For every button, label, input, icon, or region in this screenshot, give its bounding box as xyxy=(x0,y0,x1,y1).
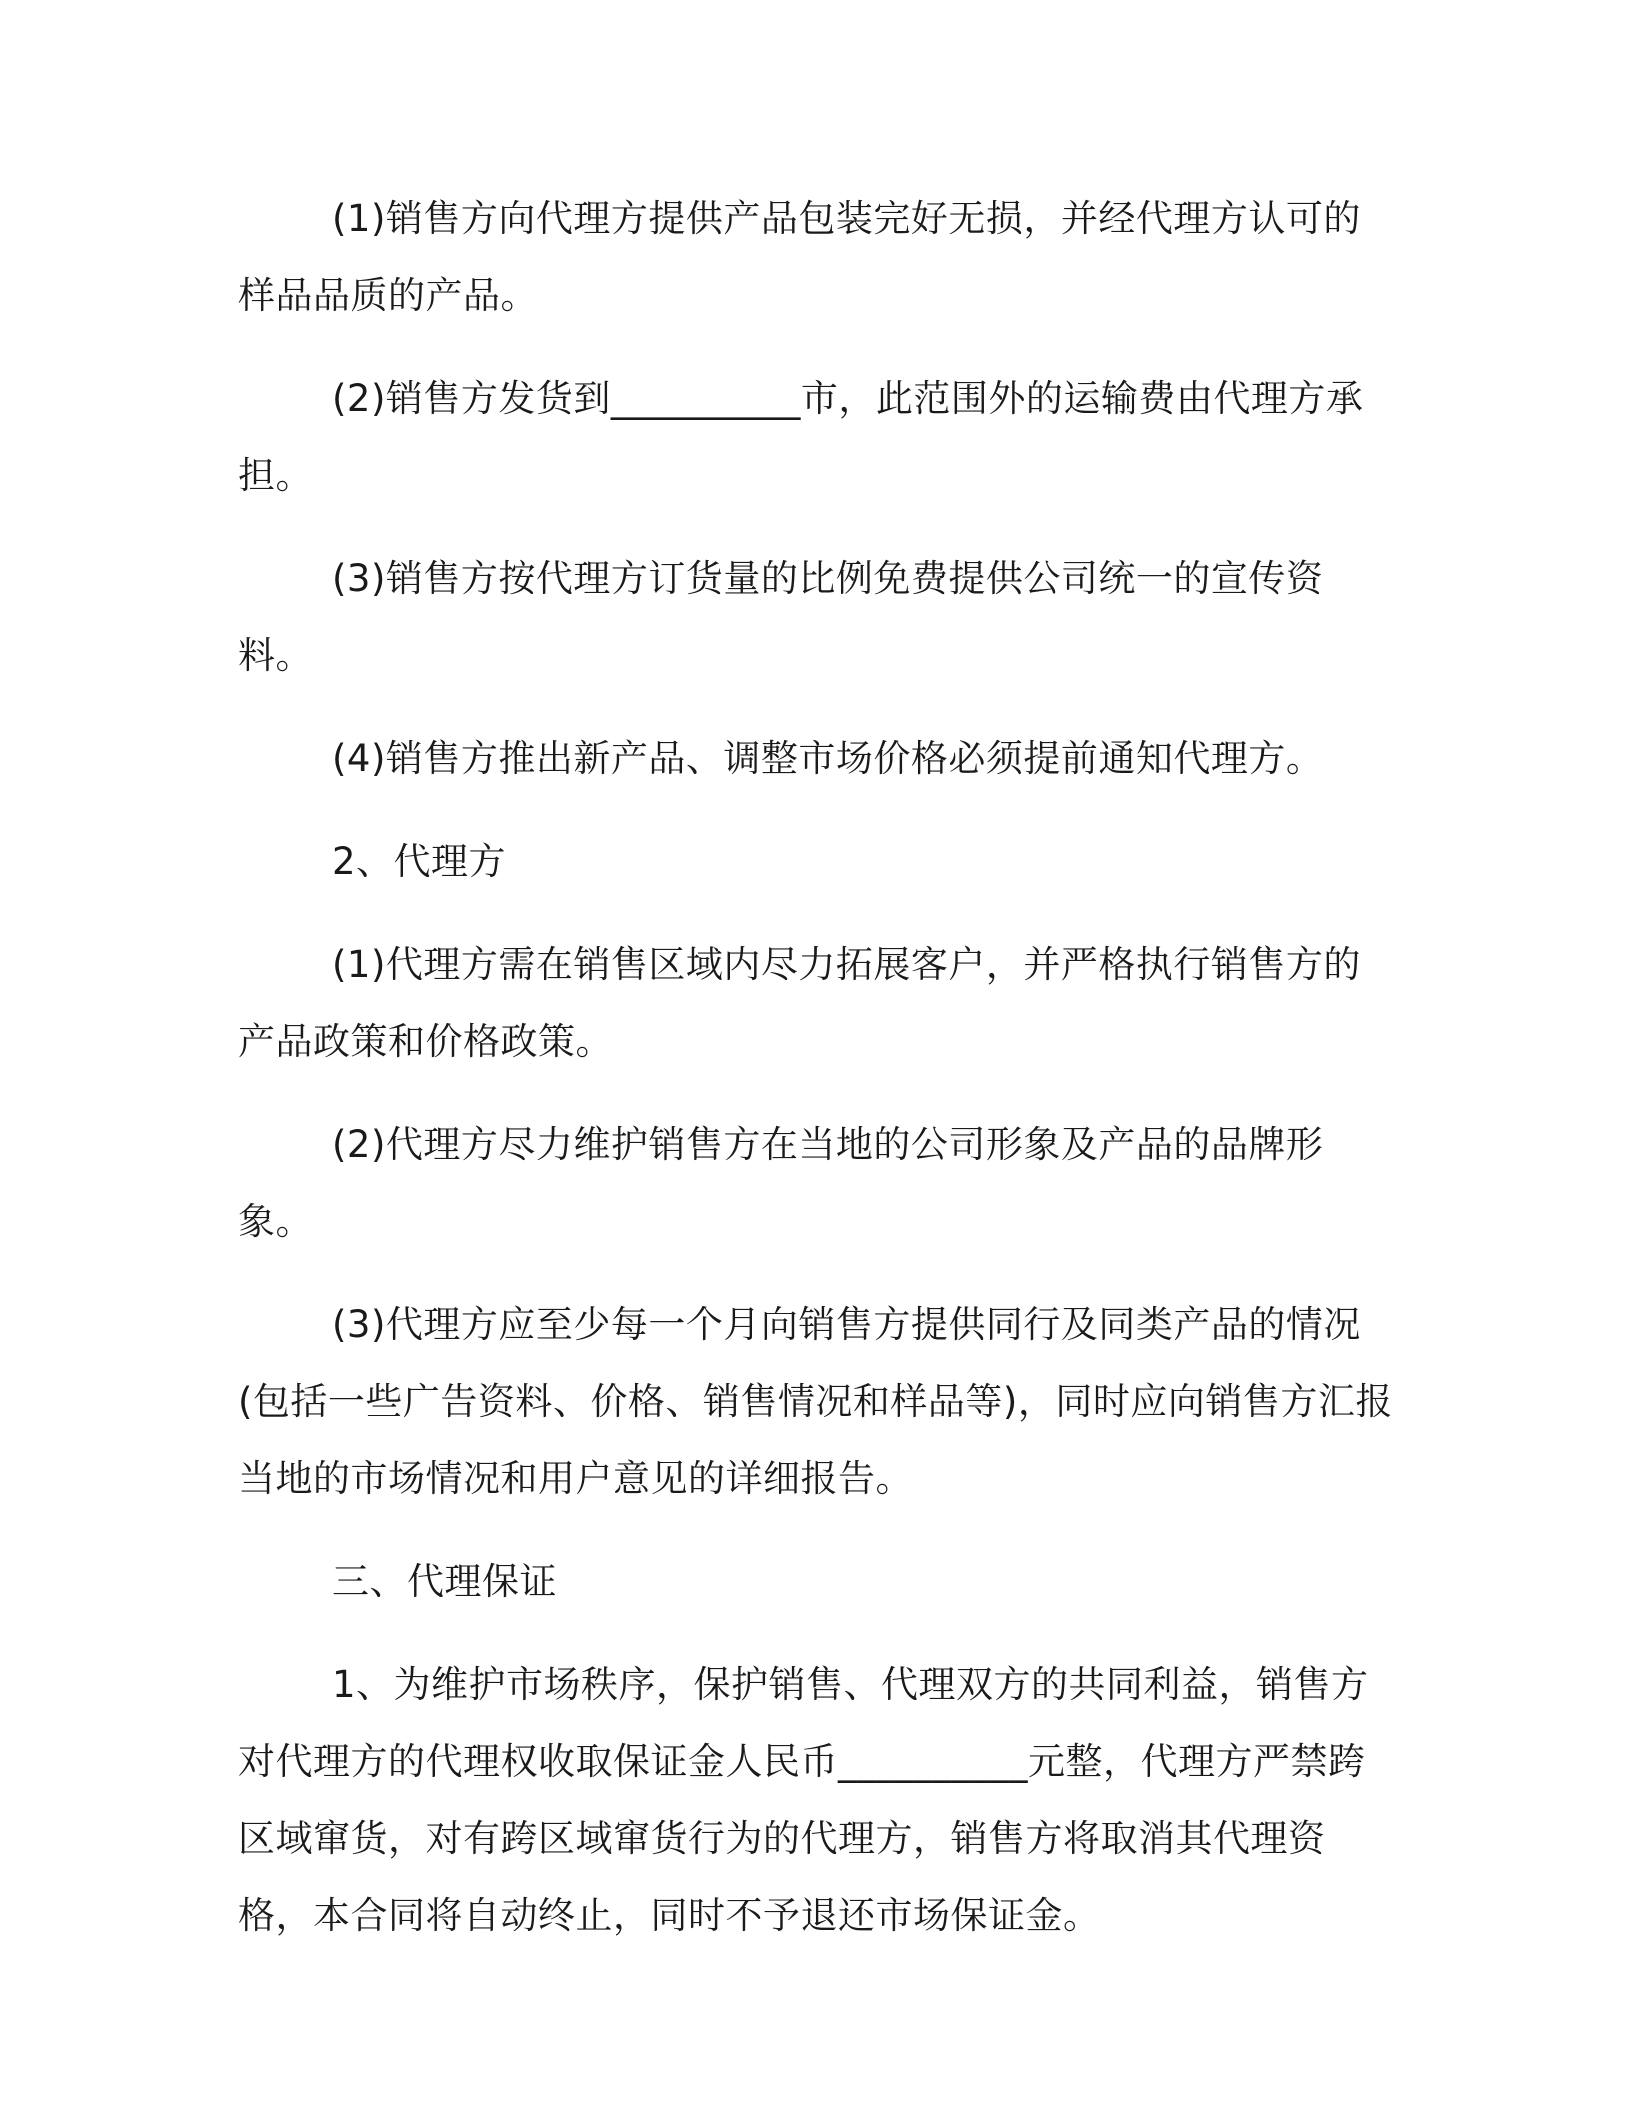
clause-seller-4: (4)销售方推出新产品、调整市场价格必须提前通知代理方。 xyxy=(332,737,1324,780)
clause-seller-3: (3)销售方按代理方订货量的比例免费提供公司统一的宣传资料。 xyxy=(238,557,1324,677)
clause-seller-2: (2)销售方发货到__________市，此范围外的运输费由代理方承担。 xyxy=(238,377,1364,497)
section-heading-agent: 2、代理方 xyxy=(332,840,507,883)
clause-agent-1: (1)代理方需在销售区域内尽力拓展客户，并严格执行销售方的产品政策和价格政策。 xyxy=(238,943,1361,1063)
clause-agent-2: (2)代理方尽力维护销售方在当地的公司形象及产品的品牌形象。 xyxy=(238,1123,1324,1243)
clause-seller-1: (1)销售方向代理方提供产品包装完好无损，并经代理方认可的样品品质的产品。 xyxy=(238,197,1361,317)
section-heading-guarantee: 三、代理保证 xyxy=(332,1560,557,1603)
clause-agent-3: (3)代理方应至少每一个月向销售方提供同行及同类产品的情况(包括一些广告资料、价格、销售情况和样品等)，同时应向销售方汇报当地的市场情况和用户意见的详细报告。 xyxy=(238,1303,1393,1500)
clause-guarantee-1: 1、为维护市场秩序，保护销售、代理双方的共同利益，销售方对代理方的代理权收取保证金人民币__________元整，代理方严禁跨区域窜货，对有跨区域窜货行为的代理方，销售方将取消其代理资格，本合同将自动终止，同时不予退还市场保证金。 xyxy=(238,1663,1369,1937)
document-body xyxy=(238,180,1394,1980)
